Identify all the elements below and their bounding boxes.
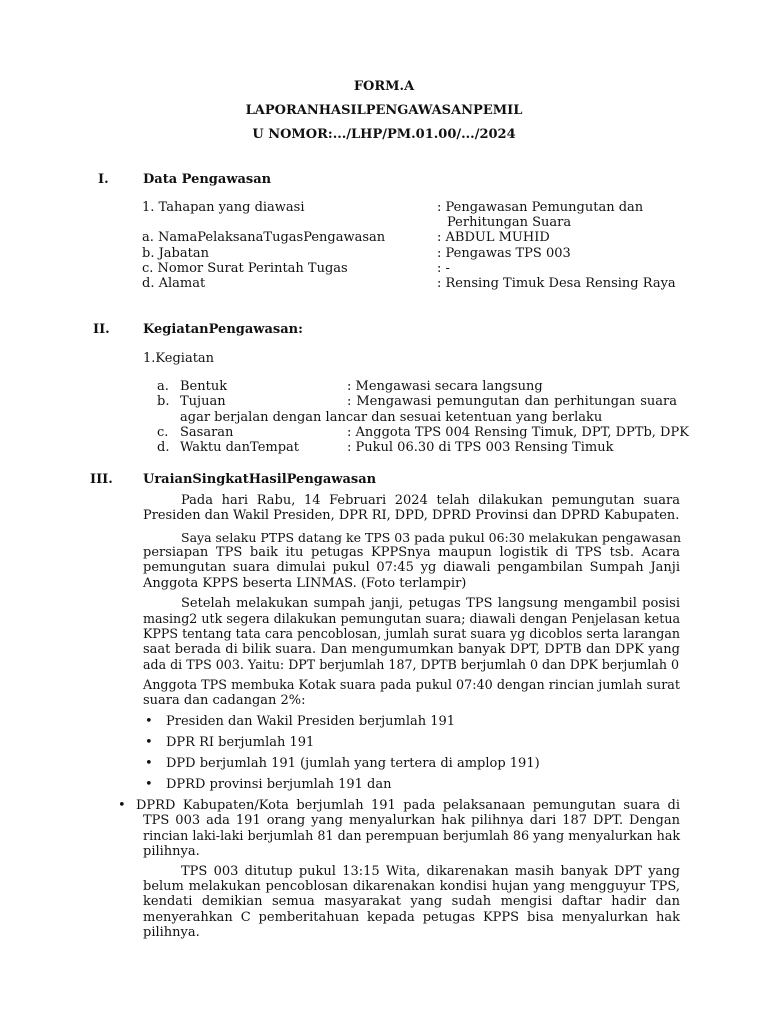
tujuan-letter: b. xyxy=(157,394,170,409)
bullet-icon: • xyxy=(145,714,153,729)
paragraph-3-line: KPPS tentang tata cara pencoblosan, jumlah surat suara yg dicoblos serta larangan xyxy=(143,626,680,642)
bullet-icon: • xyxy=(118,798,126,813)
bentuk-value: : Mengawasi secara langsung xyxy=(347,379,543,394)
bullet-item-dpd: DPD berjumlah 191 (jumlah yang tertera di amplop 191) xyxy=(166,756,540,771)
bullet-item-dpr: DPR RI berjumlah 191 xyxy=(166,735,315,750)
paragraph-3-line: saat berada di bilik suara. Dan mengumumkan banyak DPT, DPTB dan DPK yang xyxy=(143,641,680,657)
bullet-5-line: TPS 003 ada 191 orang yang menyalurkan hak pilihnya dari 187 DPT. Dengan xyxy=(143,813,680,829)
paragraph-2-line: persiapan TPS baik itu petugas KPPSnya maupun logistik di TPS tsb. Acara xyxy=(143,545,680,561)
section-3-numeral: III. xyxy=(90,472,113,487)
bentuk-letter: a. xyxy=(157,379,169,394)
waktu-value: : Pukul 06.30 di TPS 003 Rensing Timuk xyxy=(347,440,614,455)
paragraph-3-line: Setelah melakukan sumpah janji, petugas TPS langsung mengambil posisi xyxy=(181,596,680,611)
paragraph-4 xyxy=(143,678,680,708)
bullet-icon: • xyxy=(145,756,153,771)
bullet-5-line: DPRD Kabupaten/Kota berjumlah 191 pada pelaksanaan pemungutan suara di xyxy=(136,798,680,813)
form-code: FORM.A xyxy=(353,79,415,94)
tujuan-value: : Mengawasi pemungutan dan perhitungan suara xyxy=(347,394,677,409)
tahapan-label: 1. Tahapan yang diawasi xyxy=(142,200,305,215)
waktu-label: Waktu danTempat xyxy=(180,440,300,455)
paragraph-4-line: suara dan cadangan 2%: xyxy=(143,693,306,709)
bullet-icon: • xyxy=(145,735,153,750)
tujuan-continuation: agar berjalan dengan lancar dan sesuai ketentuan yang berlaku xyxy=(180,410,603,425)
alamat-label: d. Alamat xyxy=(142,276,206,291)
paragraph-1-line: Presiden dan Wakil Presiden, DPR RI, DPD, DPRD Provinsi dan DPRD Kabupaten. xyxy=(143,508,680,524)
paragraph-5 xyxy=(143,864,680,940)
nama-pelaksana-value: : ABDUL MUHID xyxy=(437,230,550,245)
tahapan-value: : Pengawasan Pemungutan dan xyxy=(437,200,644,215)
bullet-item-presiden: Presiden dan Wakil Presiden berjumlah 191 xyxy=(166,714,456,729)
alamat-value: : Rensing Timuk Desa Rensing Raya xyxy=(437,276,676,291)
paragraph-2-line: Anggota KPPS beserta LINMAS. (Foto terlampir) xyxy=(143,575,467,591)
paragraph-5-line: menyerahkan C pemberitahuan kepada petugas KPPS bisa menyalurkan hak xyxy=(143,909,680,925)
section-1-heading: Data Pengawasan xyxy=(143,172,272,187)
kegiatan-subheading: 1.Kegiatan xyxy=(143,351,215,366)
sasaran-letter: c. xyxy=(157,425,169,440)
jabatan-value: : Pengawas TPS 003 xyxy=(437,246,571,261)
sasaran-label: Sasaran xyxy=(180,425,234,440)
paragraph-5-line: TPS 003 ditutup pukul 13:15 Wita, dikarenakan masih banyak DPT yang xyxy=(181,864,680,879)
report-title-line1: LAPORANHASILPENGAWASANPEMIL xyxy=(245,103,523,118)
tujuan-label: Tujuan xyxy=(180,394,226,409)
waktu-letter: d. xyxy=(157,440,170,455)
paragraph-4-line: Anggota TPS membuka Kotak suara pada pukul 07:40 dengan rincian jumlah surat xyxy=(143,678,680,693)
bullet-item-dprd-kabupaten xyxy=(136,798,680,859)
paragraph-2 xyxy=(143,530,680,591)
report-title-line2: U NOMOR:.../LHP/PM.01.00/.../2024 xyxy=(252,127,516,142)
paragraph-3 xyxy=(143,596,680,672)
tahapan-value-cont: Perhitungan Suara xyxy=(447,215,572,230)
paragraph-5-line: pilihnya. xyxy=(143,924,200,940)
paragraph-2-line: Saya selaku PTPS datang ke TPS 03 pada pukul 06:30 melakukan pengawasan xyxy=(181,530,681,545)
paragraph-5-line: kendati demikian semua masyarakat yang sudah mengisi daftar hadir dan xyxy=(143,894,680,910)
section-3-heading: UraianSingkatHasilPengawasan xyxy=(143,472,377,487)
nomor-surat-label: c. Nomor Surat Perintah Tugas xyxy=(142,261,348,276)
jabatan-label: b. Jabatan xyxy=(142,246,209,261)
bullet-5-line: pilihnya. xyxy=(143,843,200,859)
bullet-icon: • xyxy=(145,777,153,792)
paragraph-5-line: belum melakukan pencoblosan dikarenakan kondisi hujan yang mengguyur TPS, xyxy=(143,879,680,895)
section-2-heading: KegiatanPengawasan: xyxy=(143,322,303,337)
section-1-numeral: I. xyxy=(98,172,109,187)
bullet-5-line: rincian laki-laki berjumlah 81 dan perempuan berjumlah 86 yang menyalurkan hak xyxy=(143,828,681,844)
bentuk-label: Bentuk xyxy=(180,379,228,394)
bullet-item-dprd-provinsi: DPRD provinsi berjumlah 191 dan xyxy=(166,777,392,792)
nomor-surat-value: : - xyxy=(437,261,450,276)
section-2-numeral: II. xyxy=(93,322,110,337)
sasaran-value: : Anggota TPS 004 Rensing Timuk, DPT, DPTb, DPK xyxy=(347,425,689,440)
nama-pelaksana-label: a. NamaPelaksanaTugasPengawasan xyxy=(142,230,386,245)
paragraph-1-line: Pada hari Rabu, 14 Februari 2024 telah dilakukan pemungutan suara xyxy=(181,493,680,508)
paragraph-2-line: pemungutan suara dimulai pukul 07:45 yg diawali pengambilan Sumpah Janji xyxy=(143,560,680,576)
paragraph-1 xyxy=(143,493,680,523)
paragraph-3-line: ada di TPS 003. Yaitu: DPT berjumlah 187, DPTB berjumlah 0 dan DPK berjumlah 0 xyxy=(143,656,680,672)
paragraph-3-line: masing2 utk segera dilakukan pemungutan suara; diawali dengan Penjelasan ketua xyxy=(143,611,680,627)
